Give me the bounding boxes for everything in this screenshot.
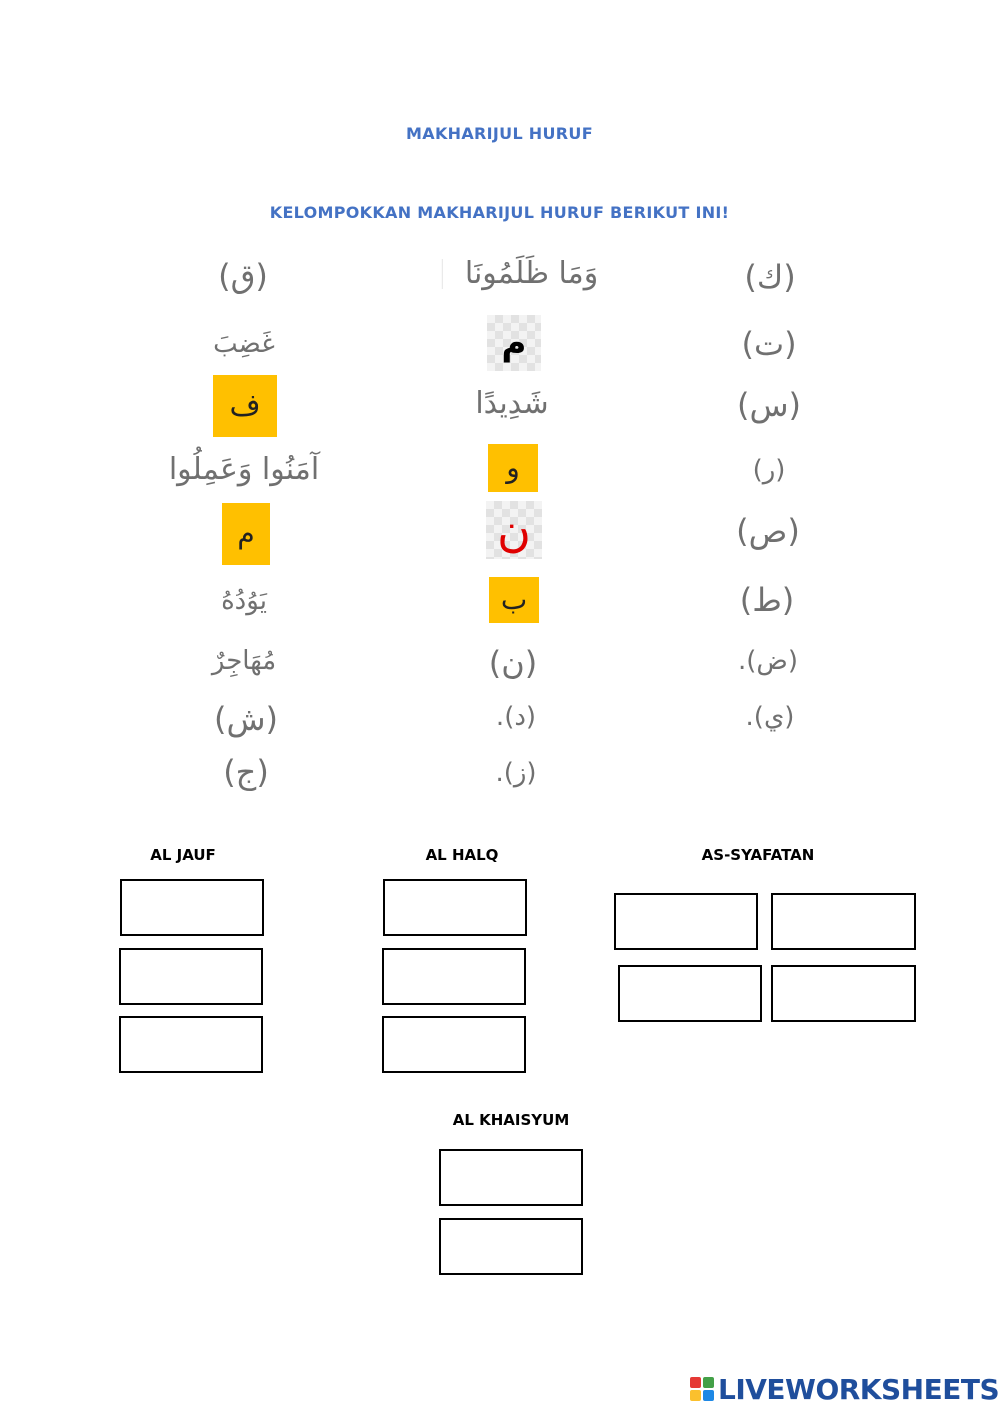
drop-box-al-jauf-2[interactable]	[119, 948, 263, 1005]
drop-box-al-halq-1[interactable]	[383, 879, 527, 936]
instruction-text: KELOMPOKKAN MAKHARIJUL HURUF BERIKUT INI!	[269, 203, 730, 222]
draggable-item-qaf[interactable]: (ق)	[218, 257, 268, 295]
drop-box-al-khaisyum-1[interactable]	[439, 1149, 583, 1206]
draggable-item-jim[interactable]: (ج)	[223, 753, 269, 791]
liveworksheets-logo-text: LIVEWORKSHEETS	[718, 1372, 999, 1406]
letter-waw: و	[506, 451, 520, 484]
letter-mim-black: م	[501, 323, 527, 363]
draggable-item-dal[interactable]: (د).	[495, 702, 537, 732]
logo-square	[690, 1377, 701, 1388]
draggable-item-fa[interactable]	[213, 375, 277, 437]
draggable-item-ya[interactable]: (ي).	[745, 702, 795, 732]
draggable-item-shad[interactable]: (ص)	[736, 512, 800, 550]
draggable-item-sin[interactable]: (س)	[736, 386, 802, 424]
draggable-item-zai[interactable]: (ز).	[495, 758, 537, 788]
page-title: MAKHARIJUL HURUF	[406, 124, 593, 143]
draggable-item-yawudduhu[interactable]: يَوُدُهُ	[221, 586, 267, 616]
draggable-item-syadidan[interactable]: شَدِيدًا	[475, 386, 549, 421]
letter-mim: م	[237, 517, 255, 550]
group-heading-al-halq: AL HALQ	[425, 846, 499, 864]
drop-box-as-syafatan-1[interactable]	[614, 893, 758, 950]
draggable-item-ba[interactable]	[489, 577, 539, 623]
draggable-item-syin[interactable]: (ش)	[213, 700, 279, 738]
drop-box-al-halq-2[interactable]	[382, 948, 526, 1005]
letter-fa: ف	[229, 388, 261, 423]
draggable-item-muhajirun[interactable]: مُهَاجِرٌ	[211, 646, 277, 676]
drop-box-al-jauf-1[interactable]	[120, 879, 264, 936]
group-heading-as-syafatan: AS-SYAFATAN	[701, 846, 815, 864]
logo-square	[703, 1390, 714, 1401]
draggable-item-ra[interactable]: (ر)	[752, 455, 786, 485]
drop-box-as-syafatan-4[interactable]	[771, 965, 916, 1022]
draggable-item-dhad[interactable]: (ض).	[738, 646, 798, 676]
draggable-item-mim-yellow[interactable]	[222, 503, 270, 565]
draggable-item-waw[interactable]	[488, 444, 538, 492]
liveworksheets-logo-icon	[690, 1377, 714, 1401]
draggable-item-ta[interactable]: (ت)	[741, 325, 797, 363]
drop-box-as-syafatan-2[interactable]	[771, 893, 916, 950]
group-heading-al-jauf: AL JAUF	[150, 846, 216, 864]
liveworksheets-logo	[690, 1372, 999, 1406]
logo-square	[690, 1390, 701, 1401]
drop-box-al-halq-3[interactable]	[382, 1016, 526, 1073]
drop-box-as-syafatan-3[interactable]	[618, 965, 762, 1022]
draggable-item-mim-black[interactable]	[487, 315, 541, 371]
logo-square	[703, 1377, 714, 1388]
draggable-item-nun-red[interactable]	[486, 501, 542, 559]
draggable-item-amanu-waamilu[interactable]: آمَنُوا وَعَمِلُوا	[168, 452, 320, 487]
letter-ba: ب	[500, 583, 528, 616]
draggable-item-ghadiba[interactable]: غَضِبَ	[213, 329, 275, 359]
letter-nun: ن	[497, 503, 531, 557]
group-heading-al-khaisyum: AL KHAISYUM	[452, 1111, 570, 1129]
draggable-item-tha[interactable]: (ط)	[739, 581, 795, 619]
draggable-item-kaf[interactable]: (ك)	[744, 258, 796, 296]
drop-box-al-khaisyum-2[interactable]	[439, 1218, 583, 1275]
draggable-item-nun[interactable]: (ن)	[488, 644, 538, 682]
draggable-item-wama-zalamuna[interactable]: وَمَا ظَلَمُونَا	[442, 259, 598, 289]
drop-box-al-jauf-3[interactable]	[119, 1016, 263, 1073]
